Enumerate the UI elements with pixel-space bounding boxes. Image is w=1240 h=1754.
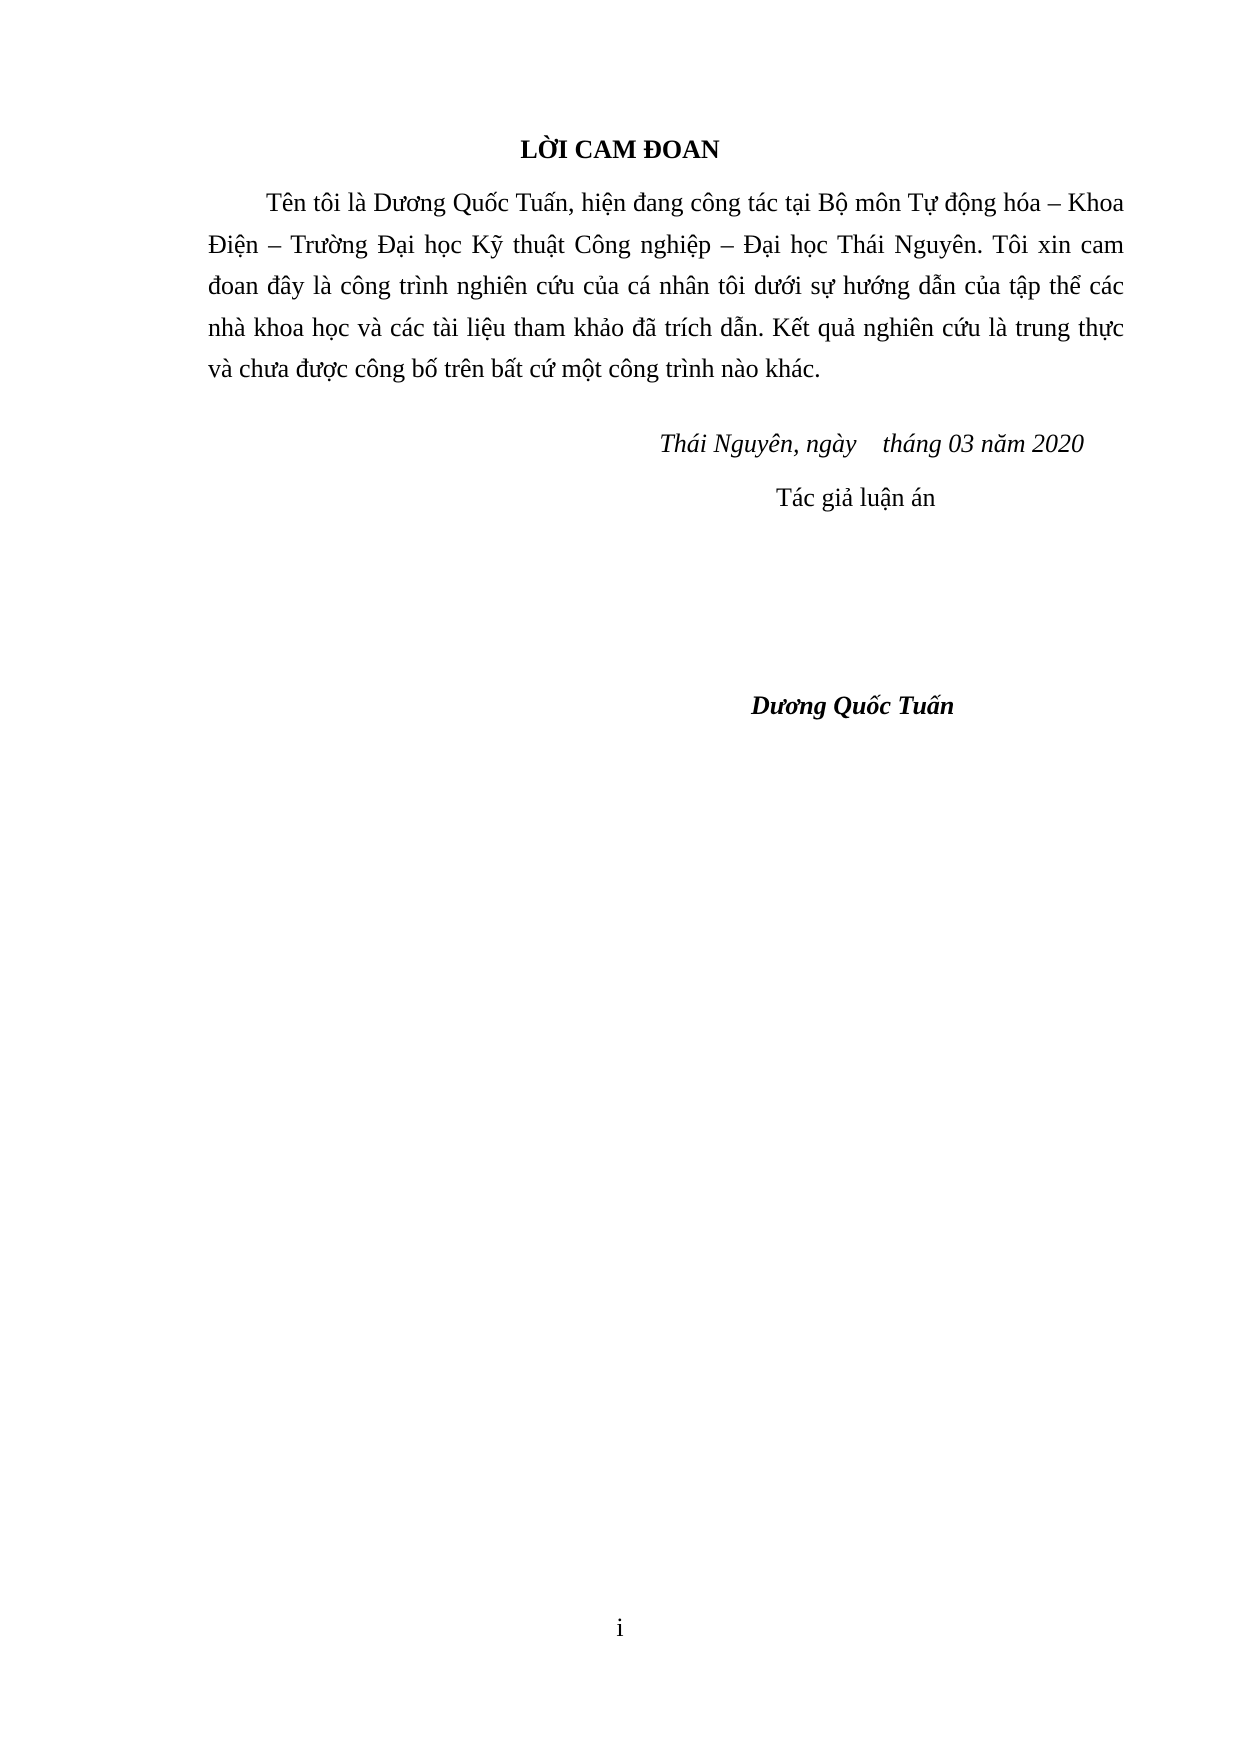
declaration-paragraph: Tên tôi là Dương Quốc Tuấn, hiện đang công tác tại Bộ môn Tự động hóa – Khoa Điện – Trường Đại học Kỹ thuật Công nghiệp – Đại học Thái Nguyên. Tôi xin cam đoan đây là công trình nghiên cứu của cá nhân tôi dưới sự hướng dẫn của tập thể các nhà khoa học và các tài liệu tham khảo đã trích dẫn. Kết quả nghiên cứu là trung thực và chưa được công bố trên bất cứ một công trình nào khác. — [208, 188, 1124, 383]
page-title: LỜI CAM ĐOAN — [520, 135, 720, 164]
page-number: i — [616, 1613, 624, 1642]
author-role: Tác giả luận án — [776, 483, 936, 512]
author-name: Dương Quốc Tuấn — [751, 691, 955, 720]
date-line: Thái Nguyên, ngày tháng 03 năm 2020 — [659, 429, 1084, 458]
